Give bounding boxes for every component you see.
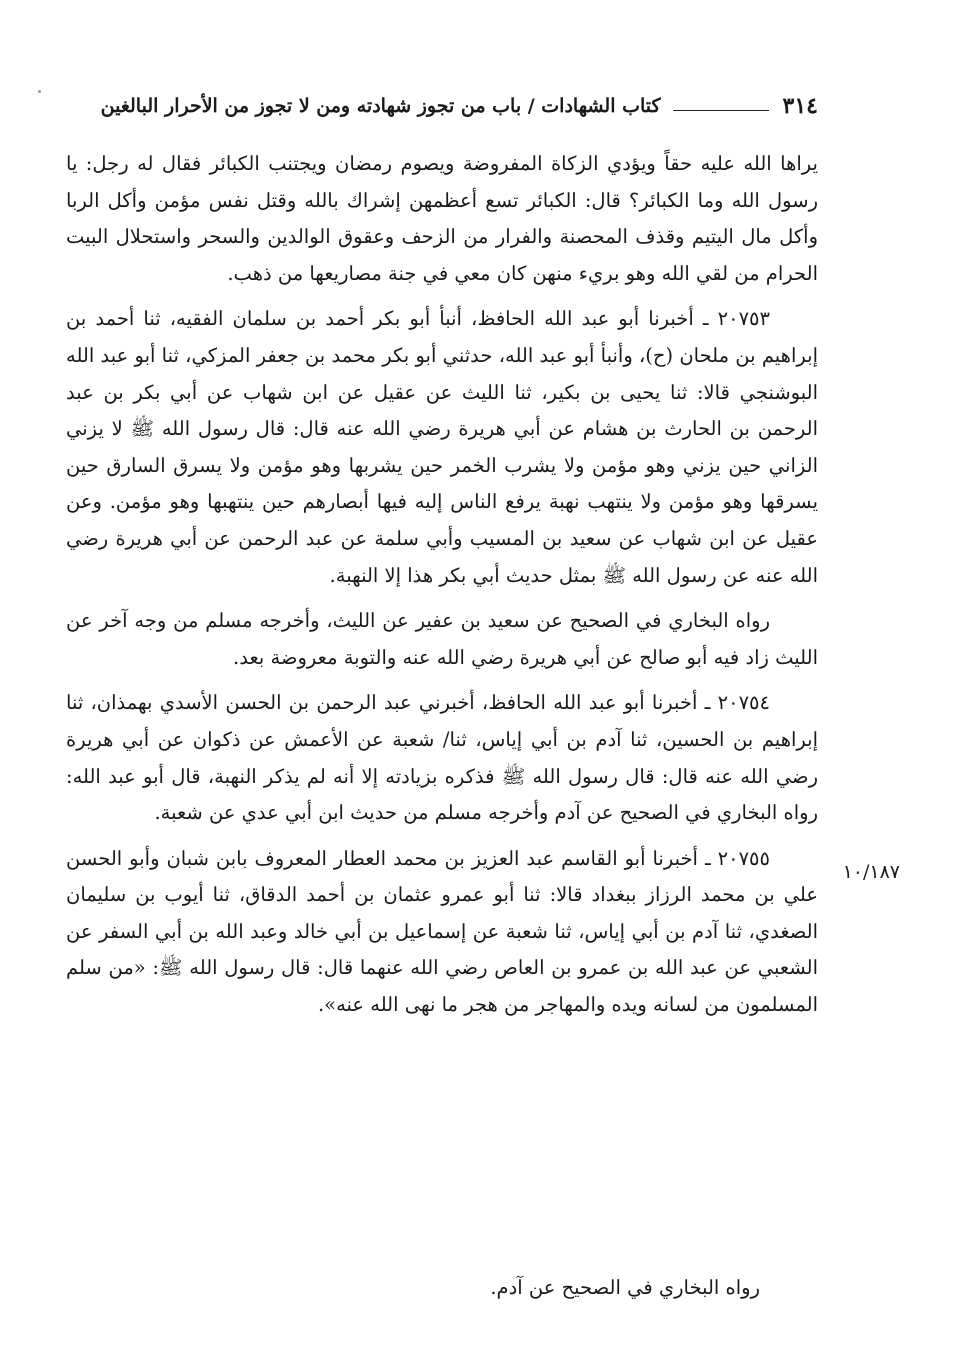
page-number: ٣١٤ bbox=[782, 93, 818, 119]
hadith-20753: ٢٠٧٥٣ ـ أخبرنا أبو عبد الله الحافظ، أنبأ أبو بكر أحمد بن سلمان الفقيه، ثنا أحمد بن إبراهيم بن ملحان (ح)، وأنبأ أبو عبد الله، حدثني أبو بكر محمد بن جعفر المزكي، ثنا أبو عبد الله البوشنجي قالا: ثنا يحيى بن بكير، ثنا الليث عن عقيل عن ابن شهاب عن أبي بكر بن عبد الرحمن بن الحارث بن هشام عن أبي هريرة رضي الله عنه قال: قال رسول الله ﷺ لا يزني الزاني حين يزني وهو مؤمن ولا يشرب الخمر حين يشربها وهو مؤمن ولا يسرق السارق حين يسرقها وهو مؤمن ولا ينتهب نهبة يرفع الناس إليه فيها أبصارهم حين ينتهبها وهو مؤمن. وعن عقيل عن ابن شهاب عن سعيد بن المسيب وأبي سلمة عن عبد الرحمن عن أبي هريرة رضي الله عنه عن رسول الله ﷺ بمثل حديث أبي بكر هذا إلا النهبة. bbox=[66, 307, 818, 587]
scan-speck bbox=[38, 90, 41, 93]
header-rule bbox=[673, 110, 769, 111]
running-title: كتاب الشهادات / باب من تجوز شهادته ومن لا تجوز من الأحرار البالغين bbox=[100, 95, 661, 117]
page-body bbox=[66, 146, 818, 1033]
paragraph-continuation: يراها الله عليه حقاً ويؤدي الزكاة المفروضة ويصوم رمضان ويجتنب الكبائر فقال له رجل: يا رسول الله وما الكبائر؟ قال: الكبائر تسع أعظمهن إشراك بالله وقتل نفس مؤمن وأكل الربا وأكل مال اليتيم وقذف المحصنة والفرار من الزحف وعقوق الوالدين والسحر واستحلال البيت الحرام من لقي الله وهو بريء منهن كان معي في جنة مصاريعها من ذهب. bbox=[66, 152, 818, 285]
page-header bbox=[66, 86, 818, 126]
margin-volume-page-reference: ١٠/١٨٧ bbox=[842, 861, 900, 883]
takhrij-20755: رواه البخاري في الصحيح عن آدم. bbox=[490, 1276, 760, 1299]
hadith-20754: ٢٠٧٥٤ ـ أخبرنا أبو عبد الله الحافظ، أخبرني عبد الرحمن بن الحسن الأسدي بهمذان، ثنا إبراهيم بن الحسين، ثنا آدم بن أبي إياس، ثنا/ شعبة عن الأعمش عن ذكوان عن أبي هريرة رضي الله عنه قال: قال رسول الله ﷺ فذكره بزيادته إلا أنه لم يذكر النهبة، قال أبو عبد الله: رواه البخاري في الصحيح عن آدم وأخرجه مسلم من حديث ابن أبي عدي عن شعبة. bbox=[66, 691, 818, 825]
takhrij-20753: رواه البخاري في الصحيح عن سعيد بن عفير عن الليث، وأخرجه مسلم من وجه آخر عن الليث زاد فيه أبو صالح عن أبي هريرة رضي الله عنه والتوبة معروضة بعد. bbox=[66, 609, 818, 669]
hadith-20755: ٢٠٧٥٥ ـ أخبرنا أبو القاسم عبد العزيز بن محمد العطار المعروف بابن شبان وأبو الحسن علي بن محمد الرزاز ببغداد قالا: ثنا أبو عمرو عثمان بن أحمد الدقاق، ثنا أيوب بن سليمان الصغدي، ثنا آدم بن أبي إياس، ثنا شعبة عن إسماعيل بن أبي خالد وعبد الله بن أبي السفر عن الشعبي عن عبد الله بن عمرو بن العاص رضي الله عنهما قال: قال رسول الله ﷺ: «من سلم المسلمون من لسانه ويده والمهاجر من هجر ما نهى الله عنه». bbox=[66, 846, 818, 1017]
